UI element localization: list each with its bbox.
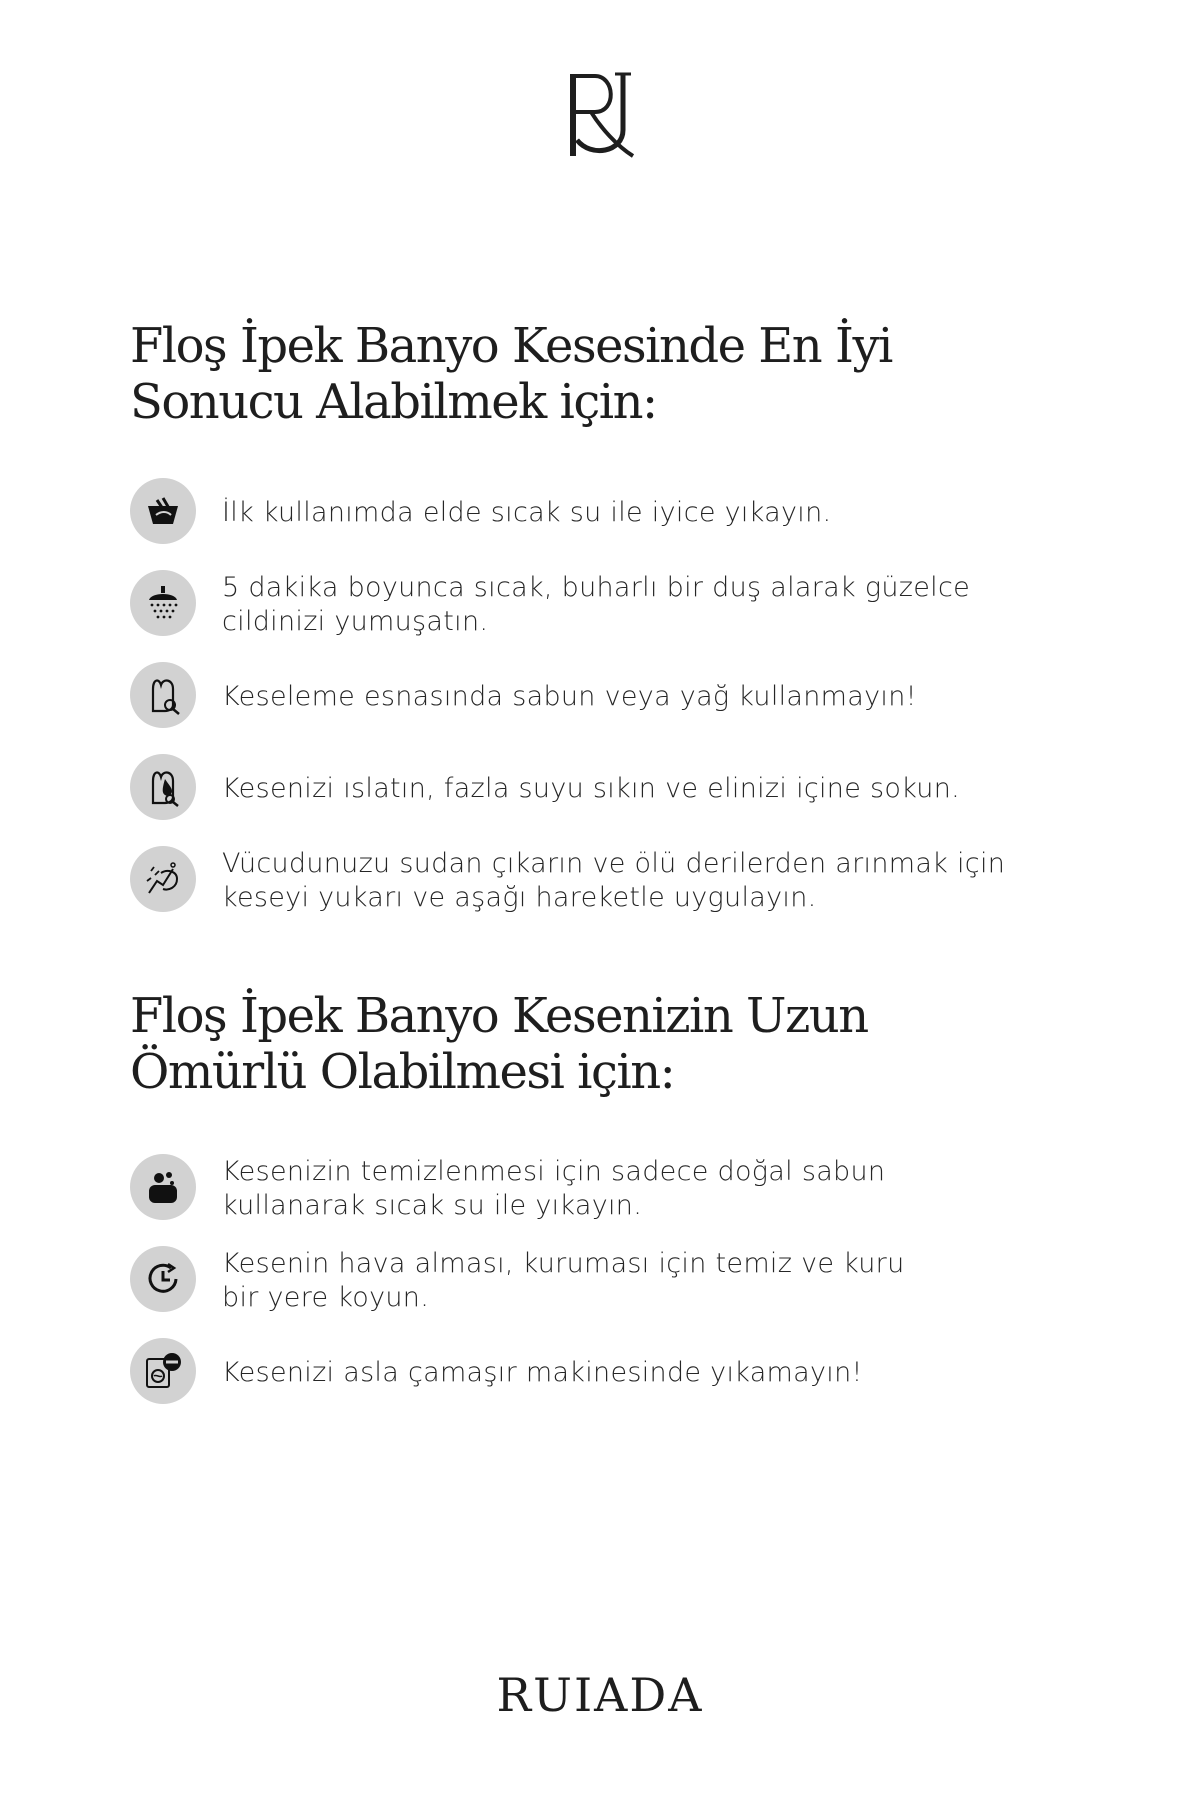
instruction-text: Vücudunuzu sudan çıkarın ve ölü derilerden arınmak için keseyi yukarı ve aşağı hareketle uygulayın. [222, 848, 1006, 913]
instruction-item-shower [130, 570, 1030, 640]
instruction-item-first-wash [130, 478, 1030, 548]
instruction-item-no-soap [130, 662, 1030, 732]
section-heading-best-results: Floş İpek Banyo Kesesinde En İyi Sonucu Alabilmek için: [130, 318, 892, 430]
instruction-item-wet-mitt [130, 754, 1030, 824]
care-item-no-machine [130, 1338, 1030, 1408]
mitt-water-drop-icon [130, 754, 196, 820]
care-item-natural-soap [130, 1154, 1030, 1224]
instruction-text: Keseleme esnasında sabun veya yağ kullanmayın! [222, 681, 917, 712]
care-text: Kesenizi asla çamaşır makinesinde yıkamayın! [222, 1357, 863, 1388]
section-heading-long-life: Floş İpek Banyo Kesenizin Uzun Ömürlü Olabilmesi için: [130, 988, 868, 1100]
instruction-text: 5 dakika boyunca sıcak, buharlı bir duş alarak güzelce cildinizi yumuşatın. [222, 572, 970, 637]
no-washing-machine-icon [130, 1338, 196, 1404]
natural-soap-icon [130, 1154, 196, 1220]
instruction-text: Kesenizi ıslatın, fazla suyu sıkın ve elinizi içine sokun. [222, 773, 961, 804]
shower-icon [130, 570, 196, 636]
instruction-text: İlk kullanımda elde sıcak su ile iyice yıkayın. [222, 497, 832, 528]
brand-wordmark: RUIADA [496, 1668, 704, 1722]
hand-wash-icon [130, 478, 196, 544]
brand-monogram-logo [561, 70, 641, 160]
care-text: Kesenin hava alması, kuruması için temiz ve kuru bir yere koyun. [222, 1248, 905, 1313]
care-text: Kesenizin temizlenmesi için sadece doğal sabun kullanarak sıcak su ile yıkayın. [222, 1156, 886, 1221]
clock-dry-icon [130, 1246, 196, 1312]
instruction-item-exfoliate [130, 846, 1030, 916]
exfoliate-body-icon [130, 846, 196, 912]
care-item-dry [130, 1246, 1030, 1316]
mitt-no-soap-icon [130, 662, 196, 728]
